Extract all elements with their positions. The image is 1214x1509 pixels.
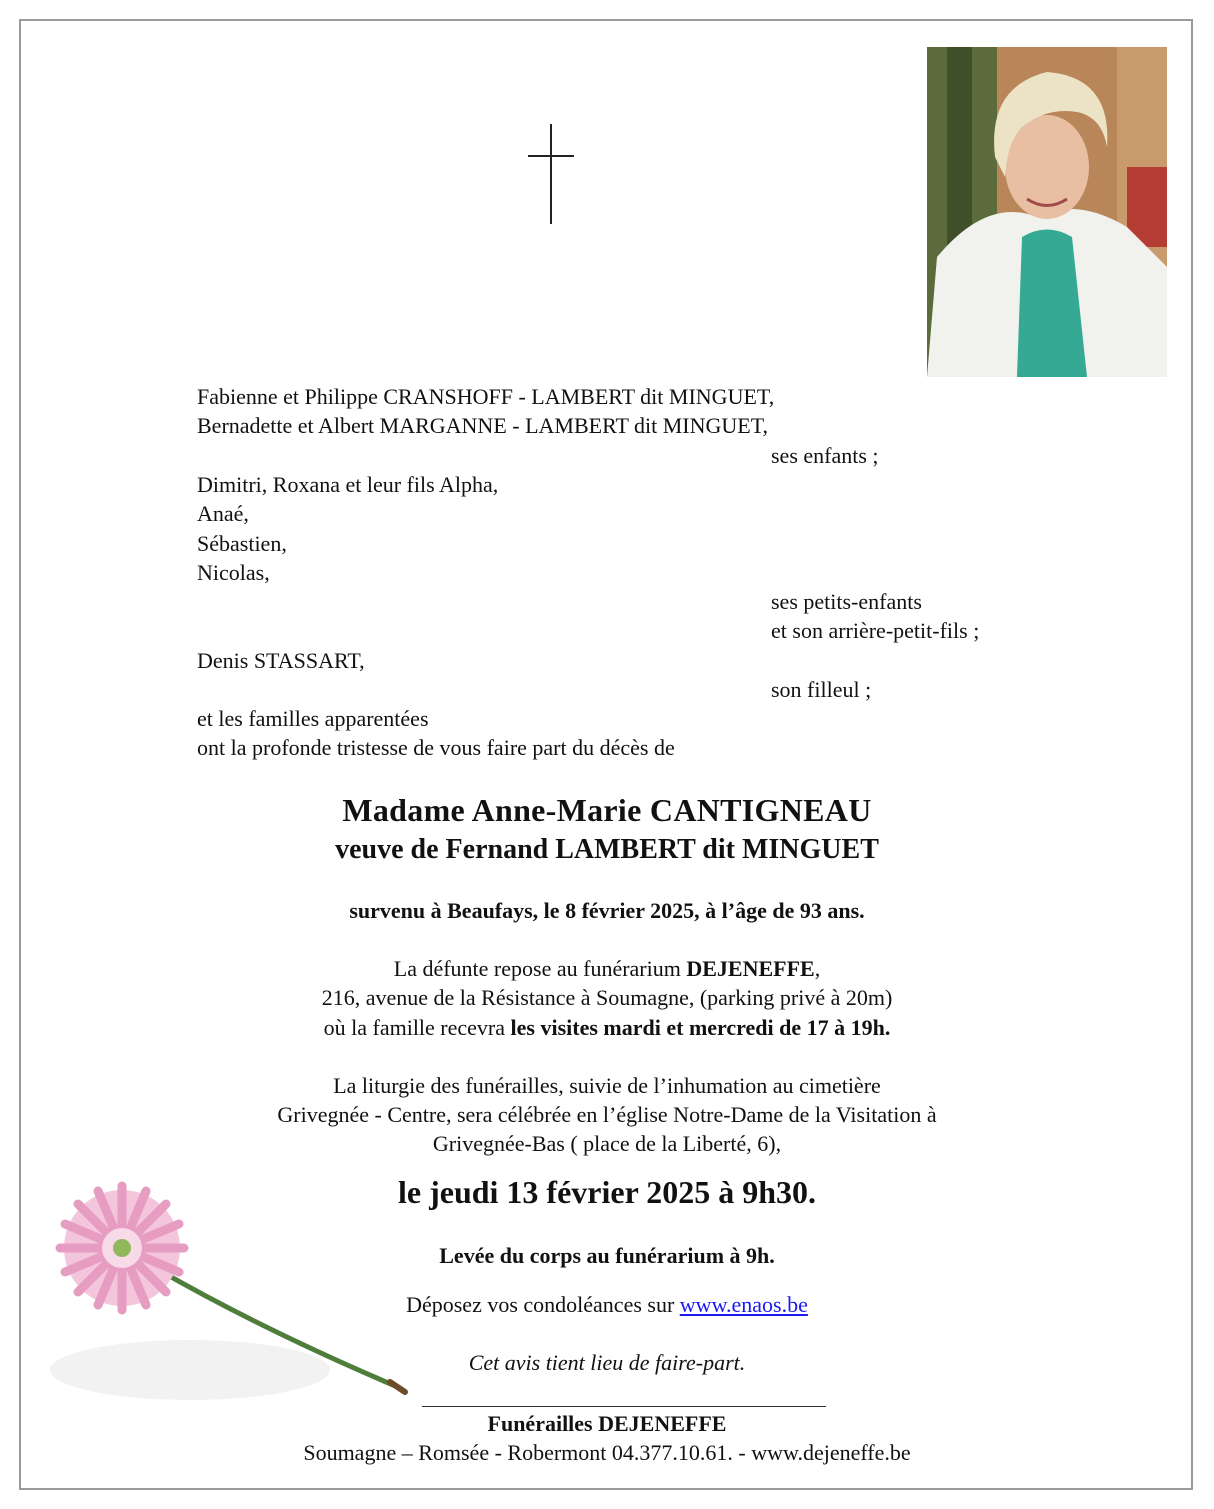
grandchild-line-4: Nicolas, <box>197 560 270 585</box>
cross-icon <box>528 124 574 224</box>
enaos-link[interactable]: www.enaos.be <box>679 1292 808 1317</box>
visitation-line-1: La défunte repose au funérarium DEJENEFFE, <box>393 956 821 981</box>
levee-du-corps: Levée du corps au funérarium à 9h. <box>439 1243 775 1268</box>
footer-divider <box>422 1406 826 1407</box>
families-line-2: ont la profonde tristesse de vous faire part du décès de <box>197 735 675 760</box>
great-grandchild-role: et son arrière-petit-fils ; <box>771 618 980 643</box>
children-line-2: Bernadette et Albert MARGANNE - LAMBERT dit MINGUET, <box>197 413 769 438</box>
grandchild-line-1: Dimitri, Roxana et leur fils Alpha, <box>197 472 499 497</box>
children-role: ses enfants ; <box>771 443 879 468</box>
flower-icon <box>40 1160 420 1420</box>
children-line-1: Fabienne et Philippe CRANSHOFF - LAMBERT dit MINGUET, <box>197 384 775 409</box>
godson-name: Denis STASSART, <box>197 648 365 673</box>
godson-role: son filleul ; <box>771 677 872 702</box>
families-line-1: et les familles apparentées <box>197 706 429 731</box>
visitation-line-3: où la famille recevra les visites mardi et mercredi de 17 à 19h. <box>323 1015 891 1040</box>
portrait-photo <box>927 47 1167 377</box>
ceremony-line-2: Grivegnée - Centre, sera célébrée en l’église Notre-Dame de la Visitation à <box>277 1102 937 1127</box>
deceased-widow-of: veuve de Fernand LAMBERT dit MINGUET <box>335 834 879 865</box>
condolences-line: Déposez vos condoléances sur www.enaos.be <box>406 1292 808 1317</box>
grandchild-line-2: Anaé, <box>197 501 249 526</box>
visitation-line-2: 216, avenue de la Résistance à Soumagne, (parking privé à 20m) <box>321 985 893 1010</box>
ceremony-date: le jeudi 13 février 2025 à 9h30. <box>397 1174 816 1210</box>
deceased-name: Madame Anne-Marie CANTIGNEAU <box>342 792 872 828</box>
ceremony-line-3: Grivegnée-Bas ( place de la Liberté, 6), <box>432 1131 782 1156</box>
ceremony-line-1: La liturgie des funérailles, suivie de l’inhumation au cimetière <box>333 1073 881 1098</box>
footer-contact: Soumagne – Romsée - Robermont 04.377.10.61. - www.dejeneffe.be <box>303 1440 911 1465</box>
footer-company: Funérailles DEJENEFFE <box>487 1411 727 1436</box>
notice-text: Cet avis tient lieu de faire-part. <box>468 1350 746 1375</box>
grandchildren-role: ses petits-enfants <box>771 589 922 614</box>
death-info: survenu à Beaufays, le 8 février 2025, à l’âge de 93 ans. <box>349 898 865 923</box>
grandchild-line-3: Sébastien, <box>197 531 287 556</box>
